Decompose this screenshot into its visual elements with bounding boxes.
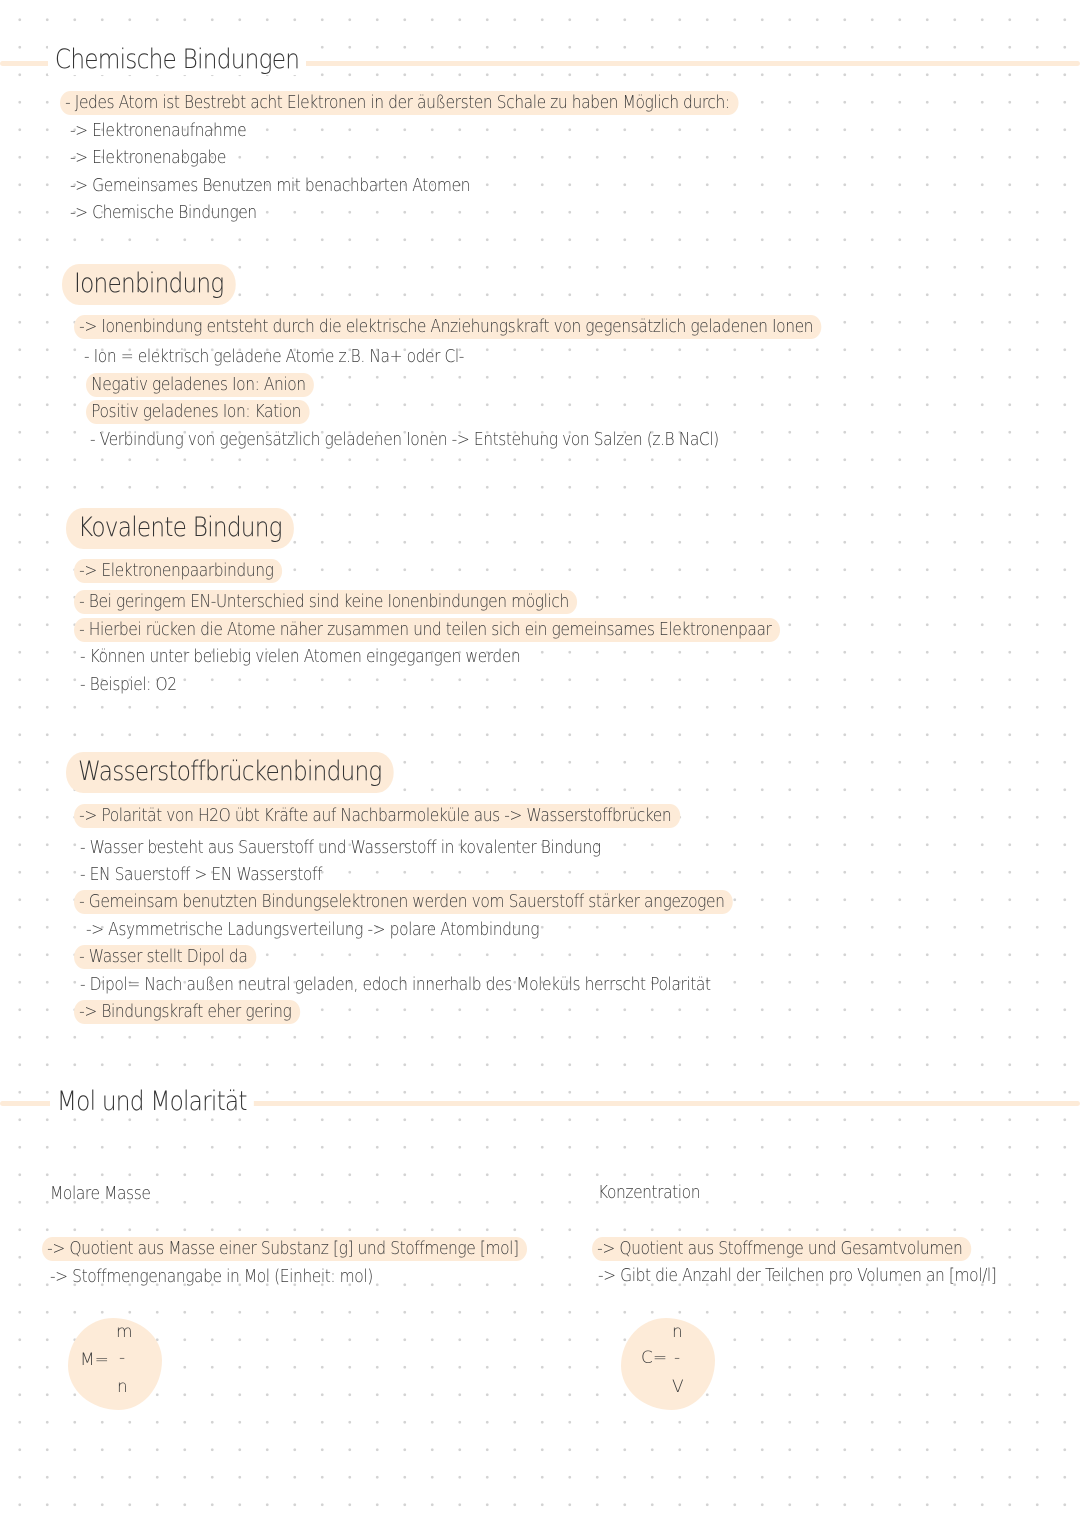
molar-mass-formula — [62, 1314, 162, 1414]
column-title: Konzentration — [598, 1182, 701, 1203]
formula-bar: - — [674, 1348, 681, 1368]
note-line: Negativ geladenes Ion: Anion — [86, 374, 314, 395]
note-line: -> Gemeinsames Benutzen mit benachbarten Atomen — [70, 175, 470, 196]
note-line: - Wasser stellt Dipol da — [74, 946, 256, 967]
formula-lhs: C= — [641, 1348, 668, 1368]
note-line: Positiv geladenes Ion: Kation — [86, 401, 310, 422]
note-line: -> Polarität von H2O übt Kräfte auf Nachbarmoleküle aus -> Wasserstoffbrücken — [74, 805, 680, 826]
formula-numerator: m — [116, 1322, 133, 1342]
formula-lhs: M= — [80, 1350, 109, 1370]
note-line: - Können unter beliebig vielen Atomen eingegangen werden — [80, 646, 521, 667]
formula-bar: - — [119, 1348, 126, 1368]
formula-numerator: n — [672, 1322, 683, 1342]
section-title: Ionenbindung — [62, 264, 236, 305]
concentration-formula — [615, 1314, 715, 1414]
section-title: Wasserstoffbrückenbindung — [66, 752, 394, 793]
note-line: -> Chemische Bindungen — [70, 202, 257, 223]
section-title: Chemische Bindungen — [48, 44, 306, 75]
note-line: -> Elektronenabgabe — [70, 147, 227, 168]
column-title: Molare Masse — [50, 1183, 151, 1204]
note-line: -> Gibt die Anzahl der Teilchen pro Volumen an [mol/l] — [598, 1265, 997, 1286]
note-line: - EN Sauerstoff > EN Wasserstoff — [80, 864, 322, 885]
note-line: - Jedes Atom ist Bestrebt acht Elektronen in der äußersten Schale zu haben Möglich durch: — [60, 92, 738, 113]
note-line: - Gemeinsam benutzten Bindungselektronen werden vom Sauerstoff stärker angezogen — [74, 891, 733, 912]
note-line: -> Quotient aus Stoffmenge und Gesamtvolumen — [592, 1238, 971, 1259]
section-title: Mol und Molarität — [50, 1086, 254, 1117]
note-line: - Verbindung von gegensätzlich geladenen Ionen -> Entstehung von Salzen (z.B NaCl) — [90, 429, 719, 450]
formula-denominator: n — [117, 1377, 128, 1397]
note-line: -> Quotient aus Masse einer Substanz [g] und Stoffmenge [mol] — [42, 1238, 527, 1259]
note-line: -> Elektronenaufnahme — [70, 120, 247, 141]
note-line: -> Asymmetrische Ladungsverteilung -> polare Atombindung — [86, 919, 540, 940]
note-line: -> Ionenbindung entsteht durch die elektrische Anziehungskraft von gegensätzlich geladenen Ionen — [74, 316, 822, 337]
note-line: - Dipol= Nach außen neutral geladen, edoch innerhalb des Moleküls herrscht Polarität — [80, 974, 711, 995]
note-line: -> Bindungskraft eher gering — [74, 1001, 300, 1022]
note-line: - Beispiel: O2 — [80, 674, 177, 695]
note-line: - Bei geringem EN-Unterschied sind keine Ionenbindungen möglich — [74, 591, 577, 612]
formula-denominator: V — [672, 1377, 684, 1397]
section-title: Kovalente Bindung — [66, 508, 294, 549]
note-line: -> Stoffmengenangabe in Mol (Einheit: mol) — [50, 1266, 373, 1287]
note-line: - Ion = elektrisch geladene Atome z.B. Na+ oder Cl- — [84, 346, 464, 367]
formula-highlight — [621, 1318, 715, 1410]
note-line: - Hierbei rücken die Atome näher zusammen und teilen sich ein gemeinsames Elektronenpaar — [74, 619, 780, 640]
note-line: -> Elektronenpaarbindung — [74, 560, 282, 581]
note-line: - Wasser besteht aus Sauerstoff und Wasserstoff in kovalenter Bindung — [80, 837, 601, 858]
